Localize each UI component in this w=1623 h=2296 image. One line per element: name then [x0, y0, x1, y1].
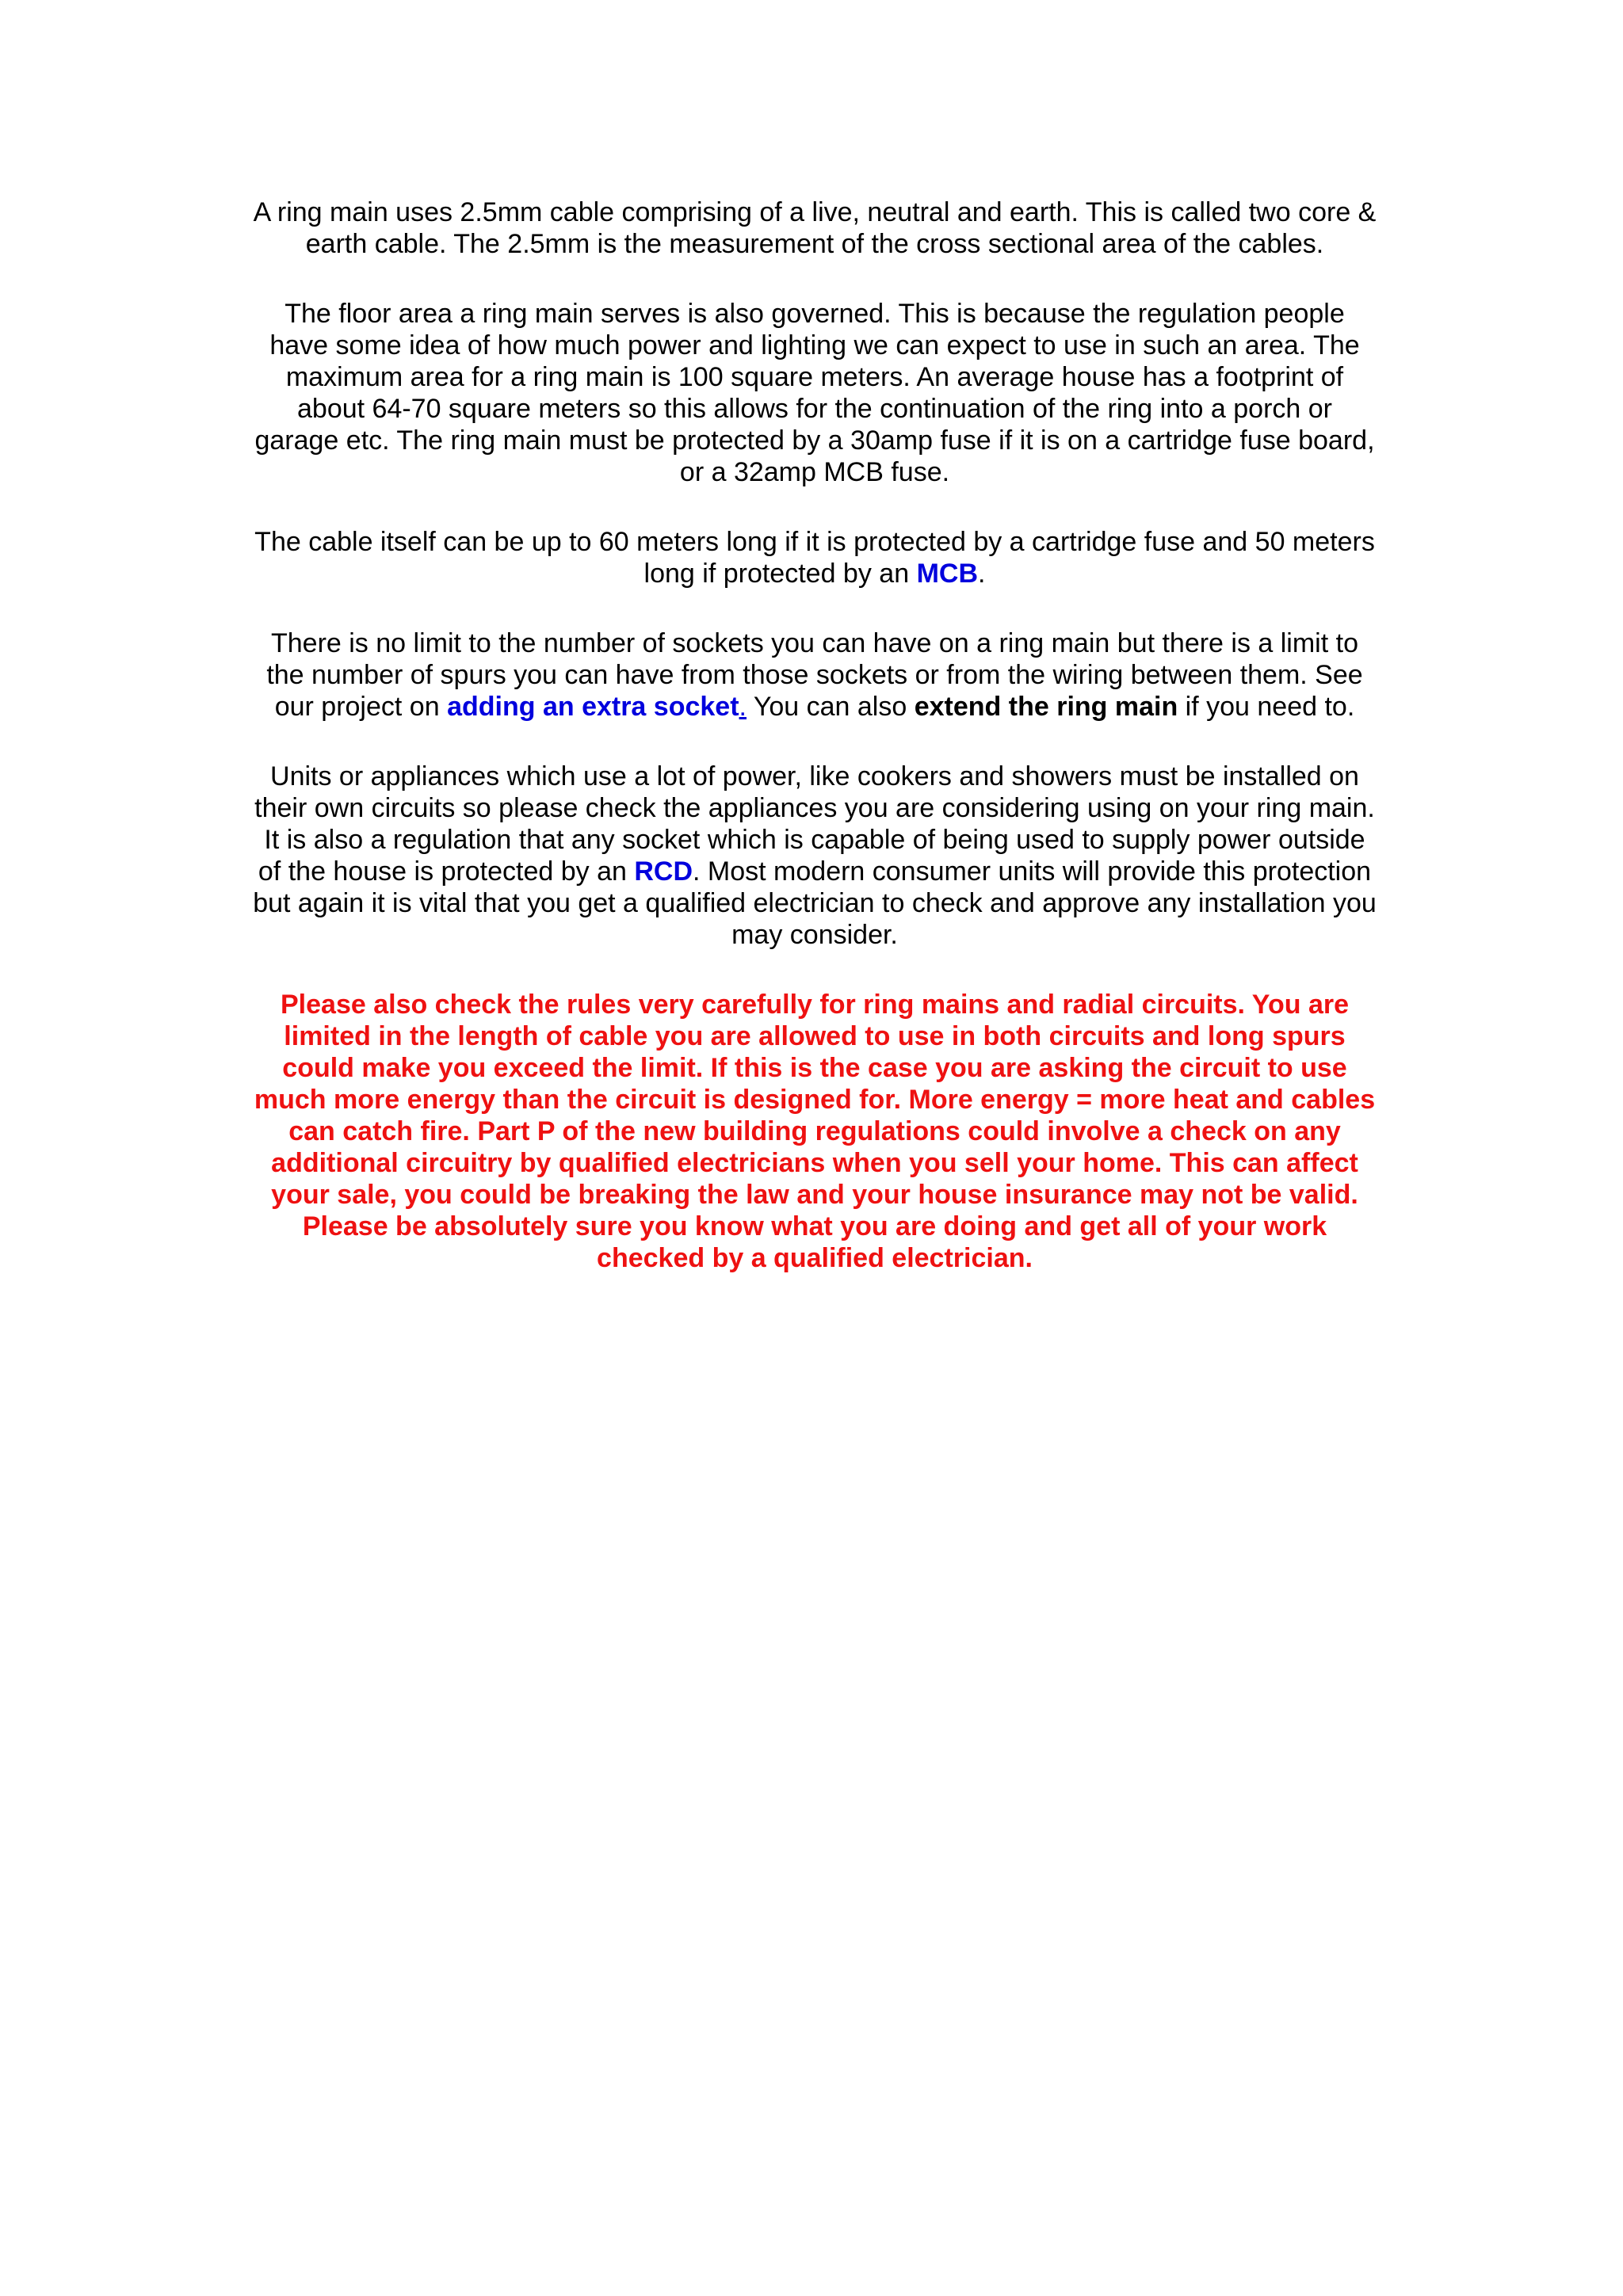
paragraph-sockets: [252, 627, 1377, 723]
adding-extra-socket-link-dot[interactable]: .: [739, 692, 747, 722]
sockets-text: There is no limit to the number of sockets you can have on a ring main but there is a limit to the number of spurs you can have from those sockets or from the wiring between them. See our project on: [266, 628, 1363, 722]
mcb-link[interactable]: MCB: [916, 559, 978, 589]
paragraph-floor-area: The floor area a ring main serves is also governed. This is because the regulation people have some idea of how much power and lighting we can expect to use in such an area. The maximum area for a ring main is 100 square meters. An average house has a footprint of about 64-70 square meters so this allows for the continuation of the ring into a porch or garage etc. The ring main must be protected by a 30amp fuse if it is on a cartridge fuse board, or a 32amp MCB fuse.: [254, 299, 1375, 487]
rcd-link[interactable]: RCD: [634, 856, 693, 887]
extend-ring-main-text: extend the ring main: [914, 692, 1178, 722]
cable-length-end: .: [978, 559, 986, 589]
document-body: [252, 196, 1377, 1312]
appliances-end-text: . Most modern consumer units will provide this protection but again it is vital that you get a qualified electrician to check and approve any installation you may consider.: [253, 856, 1377, 950]
sockets-middle-text: You can also: [746, 692, 915, 722]
paragraph-appliances: [252, 761, 1377, 951]
adding-extra-socket-link[interactable]: adding an extra socket: [447, 692, 739, 722]
sockets-end-text: if you need to.: [1178, 692, 1355, 722]
paragraph-cable-length: [252, 526, 1377, 589]
cable-length-text: The cable itself can be up to 60 meters long if it is protected by a cartridge fuse and 50 meters long if protected by an: [254, 527, 1375, 589]
paragraph-cable-spec: A ring main uses 2.5mm cable comprising of a live, neutral and earth. This is called two core & earth cable. The 2.5mm is the measurement of the cross sectional area of the cables.: [253, 197, 1377, 259]
appliances-text: Units or appliances which use a lot of power, like cookers and showers must be installed on their own circuits so please check the appliances you are considering using on your ring main. It is also a regulation that any socket which is capable of being used to supply power outside of the house is protected by an: [254, 761, 1375, 887]
warning-paragraph: Please also check the rules very carefully for ring mains and radial circuits. You are limited in the length of cable you are allowed to use in both circuits and long spurs could make you exceed the limit. If this is the case you are asking the circuit to use much more energy than the circuit is designed for. More energy = more heat and cables can catch fire. Part P of the new building regulations could involve a check on any additional circuitry by qualified electricians when you sell your home. This can affect your sale, you could be breaking the law and your house insurance may not be valid. Please be absolutely sure you know what you are doing and get all of your work checked by a qualified electrician.: [254, 990, 1376, 1273]
